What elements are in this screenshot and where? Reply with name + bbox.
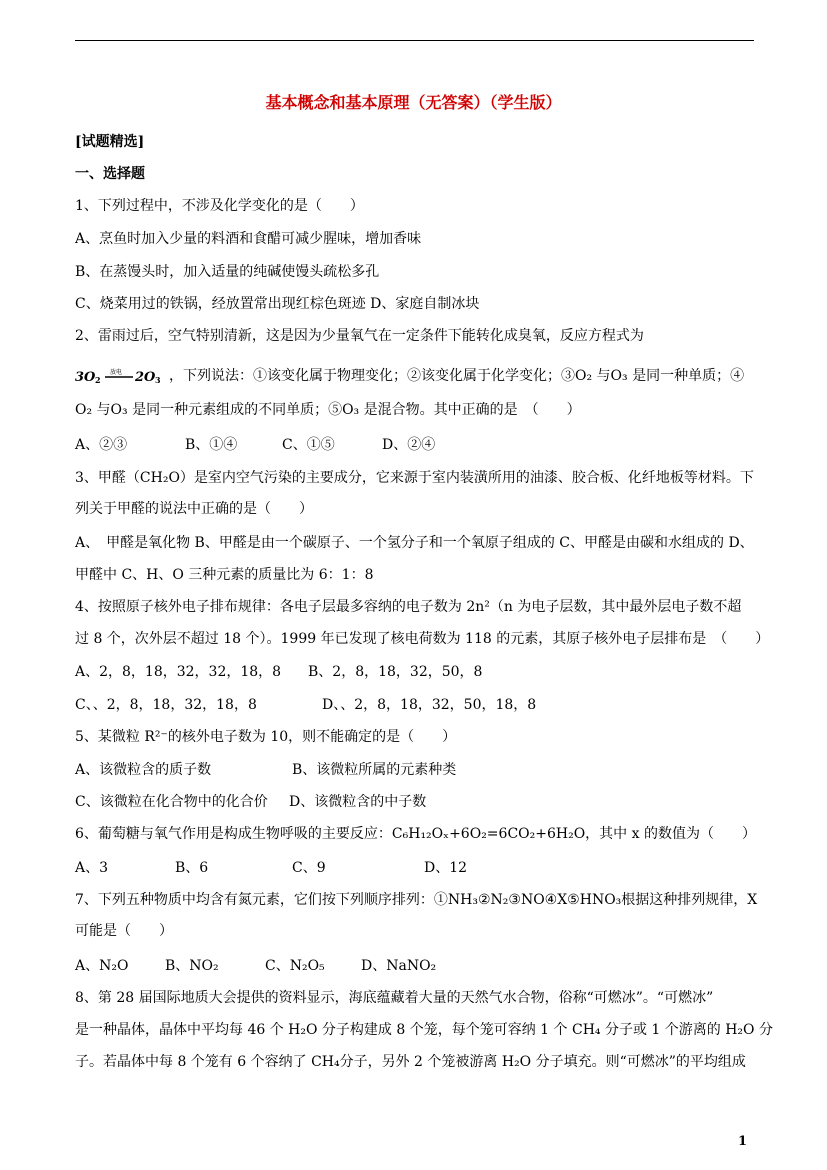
q7-option-b: B、NO₂ (165, 958, 219, 974)
part-heading: 一、选择题 (75, 166, 145, 182)
q4-options-cd (75, 695, 536, 715)
q7-option-a: A、N₂O (75, 958, 129, 974)
q4-option-a: A、2，8，18，32，32，18，8 (75, 664, 282, 680)
q2-options (75, 435, 435, 455)
q3-line4: 甲醛中 C、H、O 三种元素的质量比为 6：1：8 (75, 567, 374, 583)
q6-stem: 6、葡萄糖与氧气作用是构成生物呼吸的主要反应：C₆H₁₂Oₓ+6O₂=6CO₂+6H₂O，其中 x 的数值为（ ） (75, 826, 756, 842)
q2-line3: O₂ 与O₃ 是同一种元素组成的不同单质；⑤O₃ 是混合物。其中正确的是 （ ） (75, 402, 581, 418)
q2-line2-text: ，下列说法：①该变化属于物理变化；②该变化属于化学变化；③O₂ 与O₃ 是同一种单质；④ (169, 368, 745, 384)
q8-stem: 8、第 28 届国际地质大会提供的资料显示，海底蕴藏着大量的天然气水合物，俗称“可燃冰”。“可燃冰” (75, 990, 714, 1006)
q8-line2: 是一种晶体，晶体中平均每 46 个 H₂O 分子构建成 8 个笼，每个笼可容纳 1 个 CH₄ 分子或 1 个游离的 H₂O 分 (75, 1022, 773, 1038)
page-number: 1 (737, 1134, 747, 1149)
q5-option-a: A、该微粒含的质子数 (75, 762, 212, 778)
q6-option-d: D、12 (424, 860, 468, 876)
svg-text:3O: 3O (75, 370, 96, 385)
q7-option-c: C、N₂O₅ (265, 958, 325, 974)
q2-option-b: B、①④ (185, 437, 238, 453)
q4-option-d: D、、2，8，18，32，50，18，8 (322, 697, 537, 713)
q5-option-b: B、该微粒所属的元素种类 (292, 762, 457, 778)
q5-stem: 5、某微粒 R²⁻的核外电子数为 10，则不能确定的是（ ） (75, 729, 457, 745)
q8-line3: 子。若晶体中每 8 个笼有 6 个容纳了 CH₄分子，另外 2 个笼被游离 H₂O 分子填充。则“可燃冰”的平均组成 (75, 1054, 746, 1070)
svg-text:2: 2 (95, 375, 101, 385)
q3-line2: 列关于甲醛的说法中正确的是（ ） (75, 501, 313, 517)
q2-stem: 2、雷雨过后，空气特别清新，这是因为少量氧气在一定条件下能转化成臭氧，反应方程式为 (75, 328, 644, 344)
q6-option-a: A、3 (75, 860, 109, 876)
section-tag: [试题精选] (75, 134, 145, 150)
q2-option-c: C、①⑤ (282, 437, 335, 453)
q5-options-cd (75, 792, 426, 812)
page-title: 基本概念和基本原理（无答案）（学生版） (265, 93, 562, 112)
q6-options (75, 858, 467, 878)
q7-stem: 7、下列五种物质中均含有氮元素，它们按下列顺序排列：①NH₃②N₂③NO④X⑤HNO₃根据这种排列规律，X (75, 892, 758, 908)
q6-option-b: B、6 (175, 860, 209, 876)
q4-options-ab (75, 662, 482, 682)
q2-line2 (75, 366, 744, 386)
q3-line3: A、 甲醛是氧化物 B、甲醛是由一个碳原子、一个氢分子和一个氧原子组成的 C、甲醛是由碳和水组成的 D、 (75, 535, 754, 551)
q2-option-a: A、②③ (75, 437, 128, 453)
q1-option-a: A、烹鱼时加入少量的料酒和食醋可减少腥味，增加香味 (75, 231, 422, 247)
ozone-equation-image (75, 367, 165, 385)
q7-option-d: D、NaNO₂ (361, 958, 437, 974)
q6-option-c: C、9 (292, 860, 326, 876)
q1-option-b: B、在蒸馒头时，加入适量的纯碱使馒头疏松多孔 (75, 264, 380, 280)
q5-option-d: D、该微粒含的中子数 (289, 794, 427, 810)
q4-stem: 4、按照原子核外电子排布规律：各电子层最多容纳的电子数为 2n²（n 为电子层数，其中最外层电子数不超 (75, 599, 742, 615)
svg-text:2O: 2O (135, 370, 156, 385)
q4-line2: 过 8 个，次外层不超过 18 个）。1999 年已发现了核电荷数为 118 的元素，其原子核外电子层排布是 （ ） (75, 631, 770, 647)
q1-option-cd: C、烧菜用过的铁锅，经放置常出现红棕色斑迹 D、家庭自制冰块 (75, 296, 480, 312)
svg-text:3: 3 (155, 375, 161, 385)
q5-option-c: C、该微粒在化合物中的化合价 (75, 794, 268, 810)
q4-option-c: C、、2，8，18，32，18，8 (75, 697, 257, 713)
q4-option-b: B、2，8，18，32，50，8 (308, 664, 483, 680)
q2-option-d: D、②④ (382, 437, 436, 453)
q3-stem: 3、甲醛（CH₂O）是室内空气污染的主要成分，它来源于室内装潢所用的油漆、胶合板、化纤地板等材料。下 (75, 470, 754, 486)
q5-options-ab (75, 760, 456, 780)
header-rule (75, 40, 754, 41)
q7-line2: 可能是（ ） (75, 923, 173, 939)
svg-text:放电: 放电 (110, 369, 123, 376)
q1-stem: 1、下列过程中，不涉及化学变化的是（ ） (75, 198, 364, 214)
q7-options (75, 956, 436, 976)
